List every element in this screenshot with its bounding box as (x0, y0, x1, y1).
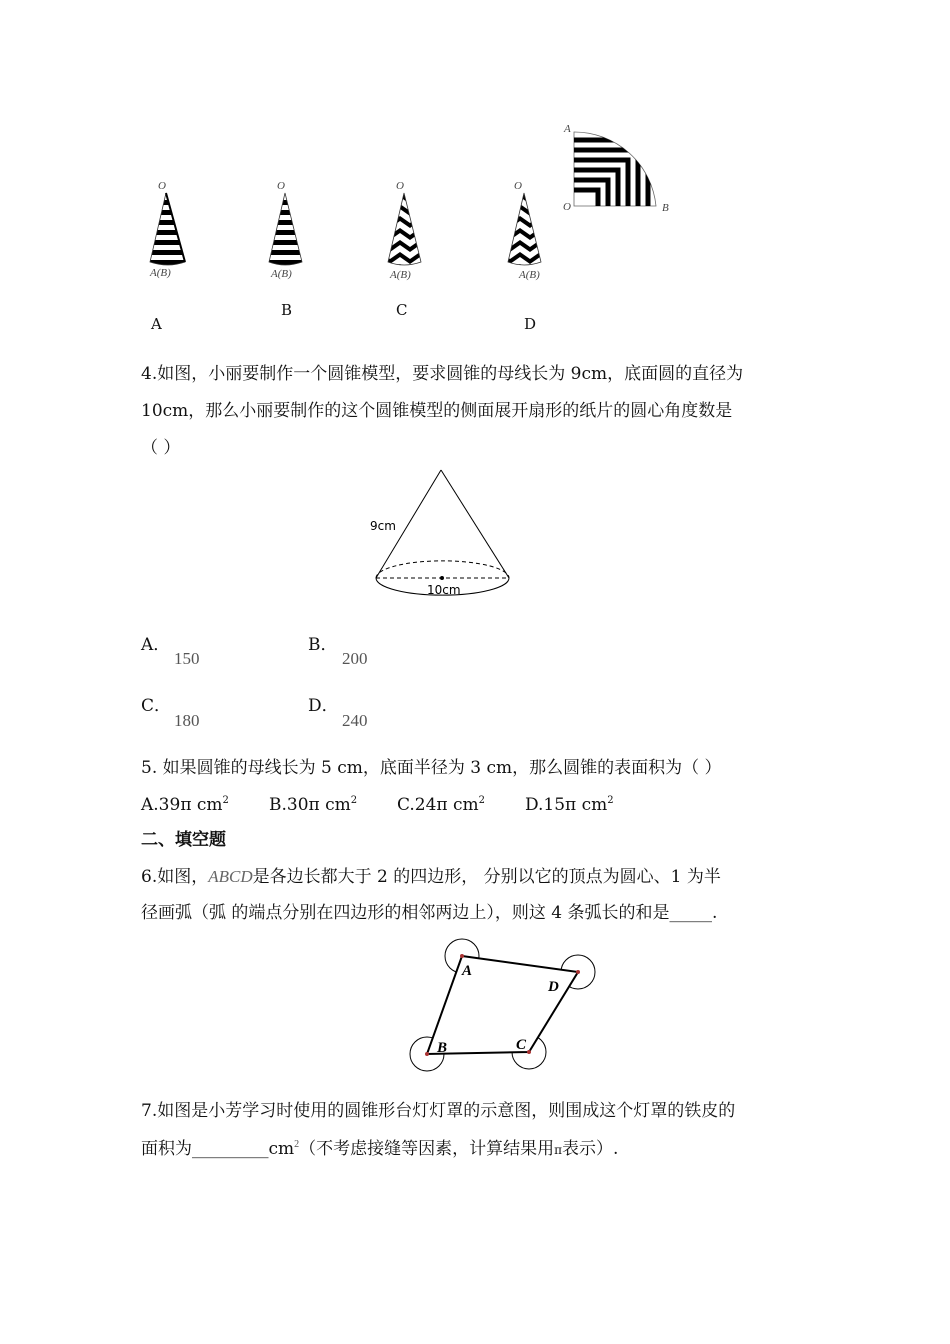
cone-a-apex: O (158, 180, 166, 192)
sector-label-a: A (564, 123, 571, 135)
option-d-label: D (524, 315, 537, 333)
q7-line1: 7.如图是小芳学习时使用的圆锥形台灯灯罩的示意图，则围成这个灯罩的铁皮的 (141, 1101, 736, 1121)
q4-choice-b-value: 200 (342, 649, 368, 668)
q4-choice-d-letter: D． (308, 696, 339, 716)
diameter-label: 10cm (427, 583, 461, 597)
q4-choice-a-value: 150 (174, 649, 200, 668)
q6-line1: 6.如图，ABCD是各边长都大于 2 的四边形， 分别以它的顶点为圆心、1 为半 (141, 867, 721, 887)
q5-choice-b: B.30π $cm^2$ (269, 795, 358, 815)
cone-a-base: A(B) (150, 267, 171, 279)
q4-choice-d-value: 240 (342, 711, 368, 730)
cone-b-apex: O (277, 180, 285, 192)
q7-line2: 面积为$\_\_\_\_\_\_\_\_\_cm^2$（不考虑接缝等因素，计算结果用π表示）. (141, 1139, 619, 1159)
option-a-label: A (151, 315, 162, 333)
cone-d-apex: O (514, 180, 522, 192)
option-b-label: B (281, 301, 293, 319)
q4-choice-b-letter: B． (308, 635, 338, 655)
q4-line2: 10cm，那么小丽要制作的这个圆锥模型的侧面展开扇形的纸片的圆心角度数是 (141, 401, 733, 421)
q4-line1: 4.如图，小丽要制作一个圆锥模型，要求圆锥的母线长为 9cm，底面圆的直径为 (141, 364, 744, 384)
vertex-b: B (437, 1040, 448, 1056)
sector-label-o: O (563, 201, 571, 213)
cone-d-base: A(B) (519, 269, 540, 281)
q5-choice-a: A.39π $cm^2$ (141, 795, 229, 815)
slant-label: 9cm (370, 519, 396, 533)
cone-c-apex: O (396, 180, 404, 192)
vertex-d: D (548, 979, 559, 995)
vertex-c: C (516, 1037, 527, 1053)
q4-choice-c-letter: C． (141, 696, 172, 716)
q4-choice-c-value: 180 (174, 711, 200, 730)
q6-line2: 径画弧（弧 的端点分别在四边形的相邻两边上），则这 4 条弧长的和是_____. (141, 903, 718, 923)
q4-line3: （ ） (141, 438, 181, 458)
cone-c-base: A(B) (390, 269, 411, 281)
q5-choice-d: D.15π $cm^2$ (525, 795, 614, 815)
q5-stem: 5. 如果圆锥的母线长为 5 cm，底面半径为 3 cm，那么圆锥的表面积为（ ） (141, 758, 722, 778)
q4-choice-a-letter: A． (141, 635, 171, 655)
option-c-label: C (396, 301, 408, 319)
section2-title: 二、填空题 (141, 830, 226, 850)
q5-choice-c: C.24π $cm^2$ (397, 795, 486, 815)
cone-b-base: A(B) (271, 268, 292, 280)
vertex-a: A (462, 963, 473, 979)
sector-label-b: B (662, 202, 669, 214)
